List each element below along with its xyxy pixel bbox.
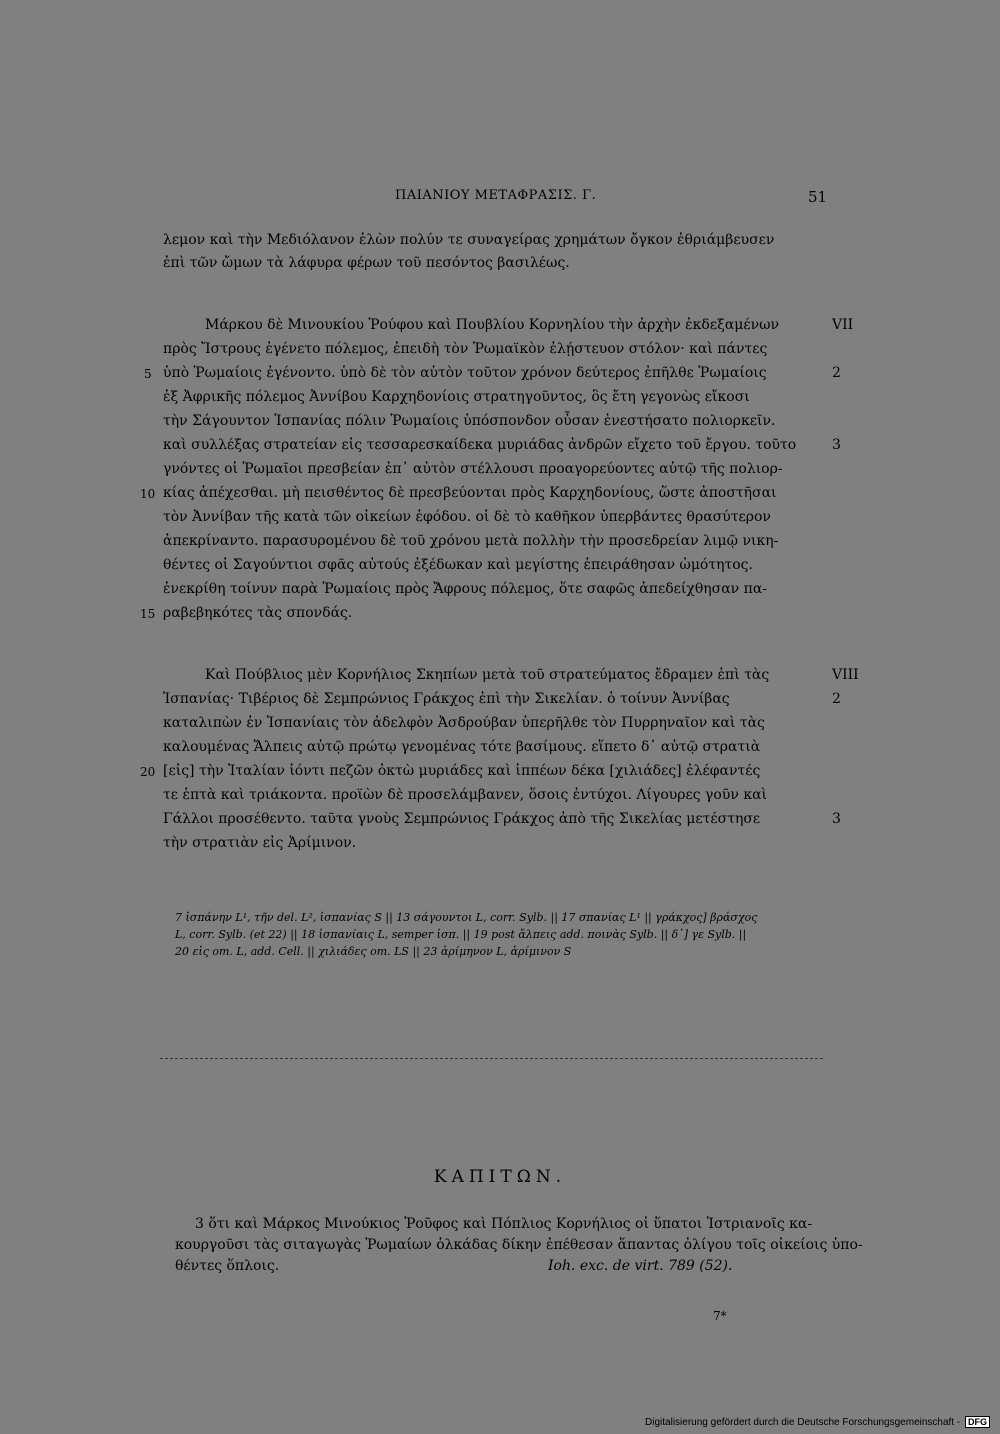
text-line: ραβεβηκότες τὰς σπονδάς. (163, 605, 353, 621)
text-line: ἐπὶ τῶν ὤμων τὰ λάφυρα φέρων τοῦ πεσόντος βασιλέως. (163, 255, 570, 271)
text-line: κίας ἀπέχεσθαι. μὴ πεισθέντος δὲ πρεσβεύονται πρὸς Καρχηδονίους, ὥστε ἀποστῆσαι (163, 485, 777, 501)
text-line: πρὸς Ἴστρους ἐγένετο πόλεμος, ἐπειδὴ τὸν Ῥωμαϊκὸν ἐλῄστευον στόλον· καὶ πάντες (163, 341, 768, 357)
text-line: ἐνεκρίθη τοίνυν παρὰ Ῥωμαίοις πρὸς Ἄφρους πόλεμος, ὅτε σαφῶς ἀπεδείχθησαν πα- (163, 581, 768, 597)
section-mark: 3 (832, 437, 841, 453)
digitization-footer (645, 1416, 990, 1428)
chapter-mark: VIII (832, 667, 859, 683)
text-line: ἐξ Ἀφρικῆς πόλεμος Ἀννίβου Καρχηδονίοις στρατηγοῦντος, ὃς ἔτη γεγονὼς εἴκοσι (163, 389, 750, 405)
text-line: θέντες οἱ Σαγούντιοι σφᾶς αὐτούς ἐξέδωκαν καὶ μεγίστης ἐπειράθησαν ὠμότητος. (163, 557, 753, 573)
text-line: καλουμένας Ἄλπεις αὐτῷ πρώτῳ γενομένας τότε βασίμους. εἵπετο δ᾽ αὐτῷ στρατιὰ (163, 739, 761, 755)
footer-text: Digitalisierung gefördert durch die Deutsche Forschungsgemeinschaft - (645, 1417, 961, 1428)
page-number: 51 (808, 188, 828, 206)
section-title: ΚΑΠΙΤΩΝ. (433, 1167, 567, 1187)
text-line: τὴν Σάγουντον Ἱσπανίας πόλιν Ῥωμαίοις ὑπόσπονδον οὖσαν ἐνεστήσατο πολιορκεῖν. (163, 413, 776, 429)
line-number: 10 (140, 487, 156, 501)
text-line: τὸν Ἀννίβαν τῆς κατὰ τῶν οἰκείων ἐφόδου. οἱ δὲ τὸ καθῆκον ὑπερβάντες θρασύτερον (163, 509, 771, 525)
text-line: [εἰς] τὴν Ἰταλίαν ἰόντι πεζῶν ὀκτὼ μυριάδες καὶ ἱππέων δέκα [χιλιάδες] ἐλέφαντές (163, 763, 761, 779)
text-line: Καὶ Πούβλιος μὲν Κορνήλιος Σκηπίων μετὰ τοῦ στρατεύματος ἔδραμεν ἐπὶ τὰς (205, 667, 770, 683)
citation: Ioh. exc. de virt. 789 (52). (548, 1258, 733, 1274)
text-line: τε ἑπτὰ καὶ τριάκοντα. προϊὼν δὲ προσελάμβανεν, ὅσοις ἐντύχοι. Λίγουρες γοῦν καὶ (163, 787, 768, 803)
text-line: λεμον καὶ τὴν Μεδιόλανον ἑλὼν πολύν τε συναγείρας χρημάτων ὄγκον ἐθριάμβευσεν (163, 232, 775, 248)
text-line: γνόντες οἱ Ῥωμαῖοι πρεσβείαν ἐπ᾽ αὐτὸν στέλλουσι προαγορεύοντες αὐτῷ τῆς πολιορ- (163, 461, 783, 477)
section-mark: 2 (832, 365, 841, 381)
text-line: Ἱσπανίας· Τιβέριος δὲ Σεμπρώνιος Γράκχος ἐπὶ τὴν Σικελίαν. ὁ τοίνυν Ἀννίβας (163, 691, 730, 707)
separator-rule (160, 1058, 823, 1059)
apparatus-line: L, corr. Sylb. (et 22) || 18 ἰσπανίαις L, semper ἰσπ. || 19 post ἄλπεις add. ποινὰς Sylb. || δ᾽] γε Sylb. || (175, 928, 747, 941)
chapter-mark: VII (832, 317, 854, 333)
critical-apparatus (175, 909, 825, 960)
line-number: 15 (140, 607, 156, 621)
text-line: ἀπεκρίναντο. παρασυρομένου δὲ τοῦ χρόνου μετὰ πολλὴν τὴν προσεδρείαν λιμῷ νικη- (163, 533, 779, 549)
line-number: 5 (144, 367, 152, 381)
kapiton-line: 3 ὅτι καὶ Μάρκος Μινούκιος Ῥοῦφος καὶ Πόπλιος Κορνήλιος οἱ ὕπατοι Ἰστριανοῖς κα- (195, 1216, 813, 1232)
kapiton-line: θέντες ὅπλοις. (175, 1258, 280, 1274)
kapiton-line: κουργοῦσι τὰς σιταγωγὰς Ῥωμαίων ὁλκάδας δίκην ἐπέθεσαν ἅπαντας ὀλίγου τοῖς οἰκείοις ὑπο- (175, 1237, 863, 1253)
apparatus-line: 7 ἰσπάνην L¹, τῆν del. L², ἰσπανίας S || 13 σάγουντοι L, corr. Sylb. || 17 σπανίας L¹ || γράκχος] βράσχος (175, 911, 758, 924)
text-line: καὶ συλλέξας στρατείαν εἰς τεσσαρεσκαίδεκα μυριάδας ἀνδρῶν εἴχετο τοῦ ἔργου. τοῦτο (163, 437, 797, 453)
dfg-logo-icon: DFG (965, 1416, 990, 1428)
text-line: Γάλλοι προσέθεντο. ταῦτα γνοὺς Σεμπρώνιος Γράκχος ἀπὸ τῆς Σικελίας μετέστησε (163, 811, 761, 827)
line-number: 20 (140, 765, 156, 779)
running-head: ΠΑΙΑΝΙΟΥ ΜΕΤΑΦΡΑΣΙΣ. Γ. (395, 188, 597, 203)
text-line: ὑπὸ Ῥωμαίοις ἐγένοντο. ὑπὸ δὲ τὸν αὐτὸν τοῦτον χρόνον δεύτερος ἐπῆλθε Ῥωμαίοις (163, 365, 767, 381)
apparatus-line: 20 εἰς om. L, add. Cell. || χιλιάδες om. LS || 23 ἀρίμηνον L, ἀρίμινον S (175, 945, 572, 958)
signature-mark: 7* (713, 1309, 727, 1323)
text-line: Μάρκου δὲ Μινουκίου Ῥούφου καὶ Πουβλίου Κορνηλίου τὴν ἀρχὴν ἐκδεξαμένων (205, 317, 780, 333)
text-line: τὴν στρατιὰν εἰς Ἀρίμινον. (163, 835, 357, 851)
section-mark: 2 (832, 691, 841, 707)
section-mark: 3 (832, 811, 841, 827)
text-line: καταλιπὼν ἐν Ἱσπανίαις τὸν ἀδελφὸν Ἀσδρούβαν ὑπερῆλθε τὸν Πυρρηναῖον καὶ τὰς (163, 715, 765, 731)
